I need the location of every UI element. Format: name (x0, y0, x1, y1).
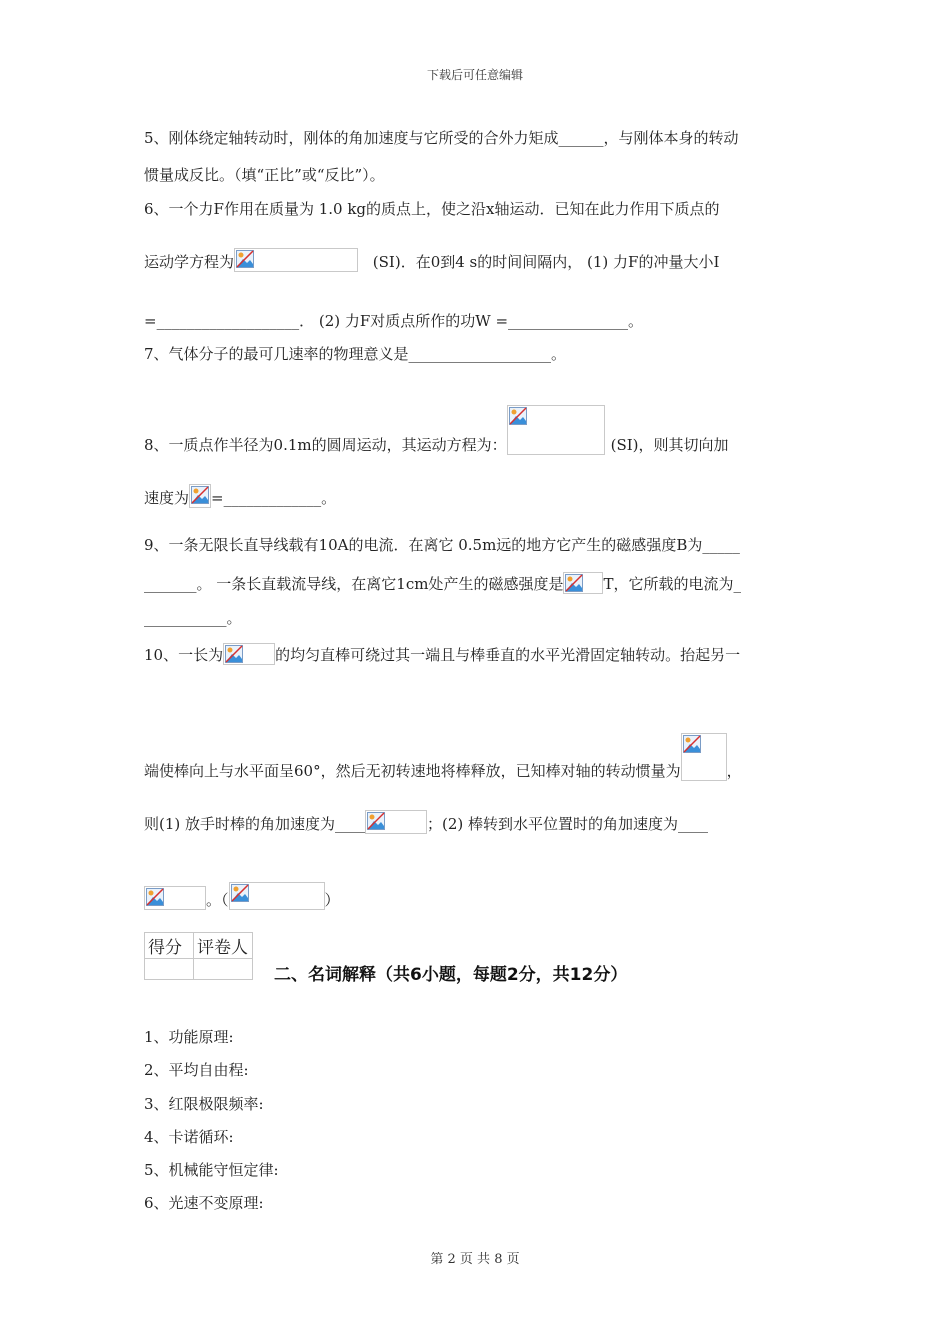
formula-image-placeholder (563, 572, 603, 594)
q9-line3: ___________。 (144, 609, 242, 627)
section-title: 二、名词解释（共6小题，每题2分，共12分） (274, 965, 628, 985)
broken-image-icon (225, 645, 243, 663)
q6-line1: 6、一个力F作用在质量为 1.0 kg的质点上，使之沿x轴运动．已知在此力作用下质点的 (144, 200, 720, 218)
score-table (144, 932, 253, 980)
list-item: 1、功能原理: (144, 1028, 234, 1046)
q8-line2-prefix: 速度为 (144, 489, 190, 507)
q10-line3-suffix: ；(2) 棒转到水平位置时的角加速度为____ (427, 815, 709, 833)
page-footer: 第 2 页 共 8 页 (430, 1252, 520, 1267)
formula-image-placeholder (229, 882, 325, 910)
list-item: 3、红限极限频率: (144, 1095, 264, 1113)
q9-line1: 9、一条无限长直导线载有10A的电流．在离它 0.5m远的地方它产生的磁感强度B为_____ (144, 536, 740, 554)
q9-line2-prefix: _______。 一条长直载流导线，在离它1cm处产生的磁感强度是 (144, 575, 564, 593)
q10-line3-prefix: 则(1) 放手时棒的角加速度为____ (144, 815, 366, 833)
q10-line1 (144, 643, 740, 665)
list-item: 6、光速不变原理: (144, 1194, 264, 1212)
formula-image-placeholder (189, 484, 211, 508)
broken-image-icon (146, 888, 164, 906)
broken-image-icon (231, 884, 249, 902)
list-item: 5、机械能守恒定律: (144, 1161, 279, 1179)
score-header: 得分 (145, 933, 194, 959)
formula-image-placeholder (144, 886, 206, 910)
q10-line1-prefix: 10、一长为 (144, 646, 224, 664)
broken-image-icon (683, 735, 701, 753)
formula-image-placeholder (507, 405, 605, 455)
q8-line2 (144, 484, 336, 508)
q7-line1: 7、气体分子的最可几速率的物理意义是___________________。 (144, 345, 567, 363)
q10-line4 (144, 882, 340, 910)
broken-image-icon (236, 250, 254, 268)
q8-line1-suffix: (SI)，则其切向加 (610, 436, 729, 454)
q8-line2-suffix: =_____________。 (211, 489, 337, 507)
formula-image-placeholder (223, 643, 275, 665)
formula-image-placeholder (365, 810, 427, 834)
q8-line1-prefix: 8、一质点作半径为0.1m的圆周运动，其运动方程为： (144, 436, 507, 454)
broken-image-icon (191, 486, 209, 504)
q6-line3: =___________________． (2) 力F对质点所作的功W =________________。 (144, 312, 644, 330)
q6-line2-prefix: 运动学方程为 (144, 253, 235, 271)
score-cell (145, 959, 194, 980)
broken-image-icon (565, 574, 583, 592)
q10-line3 (144, 810, 708, 834)
q10-line2-prefix: 端使棒向上与水平面呈60°，然后无初转速地将棒释放，已知棒对轴的转动惯量为 (144, 762, 681, 780)
list-item: 4、卡诺循环: (144, 1128, 234, 1146)
q5-line1: 5、刚体绕定轴转动时，刚体的角加速度与它所受的合外力矩成______，与刚体本身的转动 (144, 129, 739, 147)
q10-line1-suffix: 的均匀直棒可绕过其一端且与棒垂直的水平光滑固定轴转动。抬起另一 (275, 646, 741, 664)
page-header: 下载后可任意编辑 (426, 68, 523, 82)
list-item: 2、平均自由程: (144, 1061, 249, 1079)
q10-line2-suffix: ， (726, 762, 742, 780)
q9-line2 (144, 572, 741, 594)
q5-line2: 惯量成反比。（填“正比”或“反比”）。 (144, 166, 385, 184)
formula-image-placeholder (234, 248, 358, 272)
q10-line2 (144, 733, 742, 781)
q10-line4-close: ） (324, 891, 340, 909)
q6-line2 (144, 248, 719, 272)
q10-line4-open: 。（ (206, 891, 229, 909)
grader-header: 评卷人 (194, 933, 253, 959)
q8-line1 (144, 405, 729, 455)
q6-line2-suffix: (SI)．在0到4 s的时间间隔内， (1) 力F的冲量大小I (372, 253, 720, 271)
grader-cell (194, 959, 253, 980)
broken-image-icon (367, 812, 385, 830)
broken-image-icon (509, 407, 527, 425)
formula-image-placeholder (681, 733, 727, 781)
q9-line2-suffix: T，它所载的电流为_ (603, 575, 741, 593)
